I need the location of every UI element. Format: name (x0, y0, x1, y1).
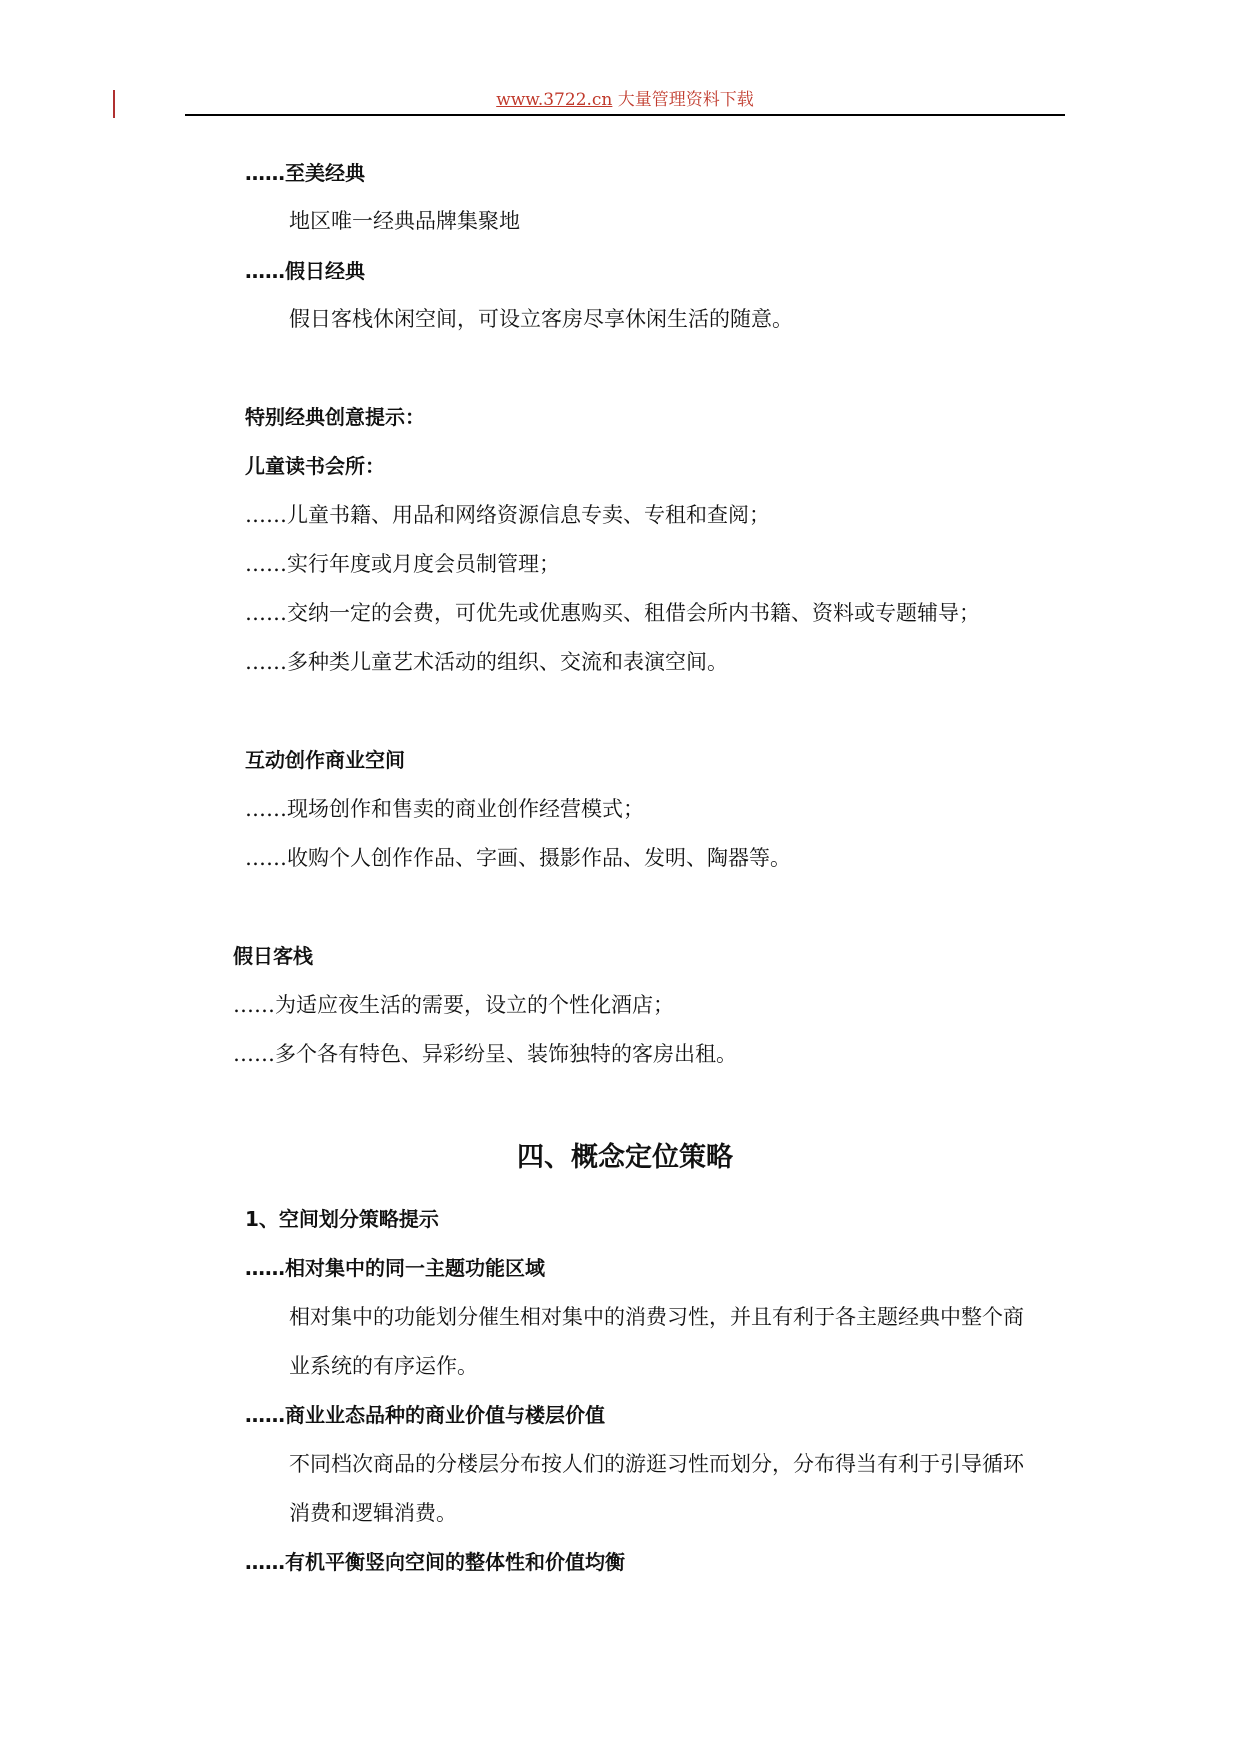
header-link[interactable]: www.3722.cn (496, 90, 613, 110)
heading-children-club: 儿童读书会所： (245, 454, 385, 478)
heading-theme-area: ……相对集中的同一主题功能区域 (245, 1256, 545, 1280)
body-line: 假日客栈休闲空间，可设立客房尽享休闲生活的随意。 (289, 307, 793, 331)
body-line: 不同档次商品的分楼层分布按人们的游逛习性而划分，分布得当有利于引导循环 (289, 1452, 1024, 1476)
list-item: ……儿童书籍、用品和网络资源信息专卖、专租和查阅； (245, 503, 770, 527)
list-item: ……为适应夜生活的需要，设立的个性化酒店； (233, 993, 674, 1017)
heading-holiday-inn: 假日客栈 (233, 944, 313, 968)
heading-interactive-space: 互动创作商业空间 (245, 748, 405, 772)
body-line: 消费和逻辑消费。 (289, 1501, 457, 1525)
list-item: ……交纳一定的会费，可优先或优惠购买、租借会所内书籍、资料或专题辅导； (245, 601, 980, 625)
heading-floor-value: ……商业业态品种的商业价值与楼层价值 (245, 1403, 605, 1427)
heading-vertical-balance: ……有机平衡竖向空间的整体性和价值均衡 (245, 1550, 625, 1574)
heading-jiari: ……假日经典 (245, 259, 365, 283)
list-item: ……收购个人创作作品、字画、摄影作品、发明、陶器等。 (245, 846, 791, 870)
list-item: ……现场创作和售卖的商业创作经营模式； (245, 797, 644, 821)
page-header (185, 88, 1065, 112)
header-rule (185, 114, 1065, 116)
body-line: 地区唯一经典品牌集聚地 (289, 209, 520, 233)
heading-zhimei: ……至美经典 (245, 161, 365, 185)
body-line: 相对集中的功能划分催生相对集中的消费习性，并且有利于各主题经典中整个商 (289, 1305, 1024, 1329)
section-title: 四、概念定位策略 (517, 1142, 733, 1173)
list-item: ……实行年度或月度会员制管理； (245, 552, 560, 576)
body-line: 业系统的有序运作。 (289, 1354, 478, 1378)
header-tagline: 大量管理资料下载 (617, 90, 754, 110)
list-item: ……多种类儿童艺术活动的组织、交流和表演空间。 (245, 650, 728, 674)
heading-special-tips: 特别经典创意提示： (245, 405, 425, 429)
list-item: ……多个各有特色、异彩纷呈、装饰独特的客房出租。 (233, 1042, 737, 1066)
margin-mark (113, 90, 115, 118)
subsection-title: 1、空间划分策略提示 (245, 1207, 439, 1231)
